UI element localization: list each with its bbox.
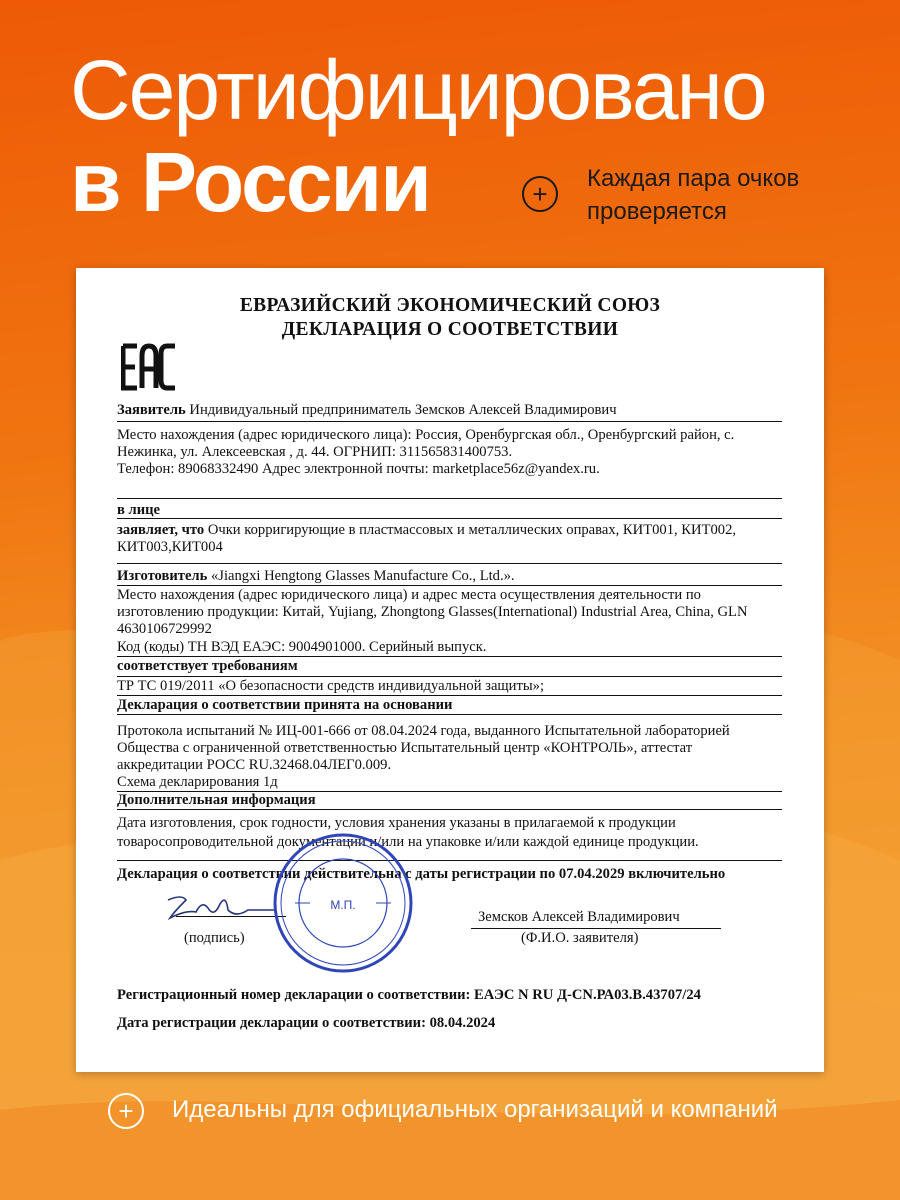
code-line: Код (коды) ТН ВЭД ЕАЭС: 9004901000. Серийный выпуск.	[117, 639, 487, 655]
manufacturer-address-line-3: 4630106729992	[117, 621, 212, 637]
svg-text:М.П.: М.П.	[330, 898, 356, 912]
declares-value: Очки корригирующие в пластмассовых и металлических оправах, КИТ001, КИТ002,	[204, 522, 737, 538]
headline-line-1: Сертифицировано	[70, 43, 766, 137]
manufacturer-label: Изготовитель	[117, 568, 208, 584]
registration-date: Дата регистрации декларации о соответствии: 08.04.2024	[117, 1015, 496, 1031]
organizations-note: Идеальны для официальных организаций и компаний	[172, 1096, 778, 1123]
declares-label: заявляет, что	[117, 522, 205, 538]
address-line-1: Место нахождения (адрес юридического лица): Россия, Оренбургская обл., Оренбургский район, с.	[117, 427, 735, 443]
headline-line-2: в России	[70, 135, 430, 229]
signature-icon	[156, 890, 276, 930]
validity-line: Декларация о соответствии действительна с даты регистрации по 07.04.2029 включительно	[117, 866, 726, 882]
inspection-note: Каждая пара очков проверяется	[587, 165, 800, 225]
protocol-line-3: аккредитации РОСС RU.32468.04ЛЕГ0.009.	[117, 757, 392, 773]
address-line-2: Нежинка, ул. Алексеевская , д. 44. ОГРНИП: 311565831400753.	[117, 444, 513, 460]
registration-number: Регистрационный номер декларации о соответствии: ЕАЭС N RU Д-CN.РА03.В.43707/24	[117, 987, 701, 1003]
applicant-label: Заявитель	[117, 402, 186, 418]
basis-label: Декларация о соответствии принята на основании	[117, 697, 453, 713]
manufacturer-value: «Jiangxi Hengtong Glasses Manufacture Co., Ltd.».	[207, 568, 515, 584]
signer-name: Земсков Алексей Владимирович	[478, 909, 680, 925]
scheme-line: Схема декларирования 1д	[117, 774, 278, 790]
additional-info-label: Дополнительная информация	[117, 792, 316, 808]
protocol-line-2: Общества с ограниченной ответственностью Испытательный центр «КОНТРОЛЬ», аттестат	[117, 740, 693, 756]
additional-line-2: товаросопроводительной документации и/или на упаковке и/или каждой единице продукции.	[117, 834, 699, 850]
applicant-value: Индивидуальный предприниматель Земсков Алексей Владимирович	[185, 402, 617, 418]
plus-icon: +	[522, 176, 558, 212]
plus-icon: +	[108, 1093, 144, 1129]
declaration-document	[76, 268, 824, 1072]
additional-line-1: Дата изготовления, срок годности, условия хранения указаны в прилагаемой к продукции	[117, 815, 676, 831]
manufacturer-address-line-2: изготовлению продукции: Китай, Yujiang, Zhongtong Glasses(International) Industrial Area, China, GLN	[117, 604, 748, 620]
phone-line: Телефон: 89068332490 Адрес электронной почты: marketplace56z@yandex.ru.	[117, 461, 600, 477]
declares-line-2: КИТ003,КИТ004	[117, 539, 223, 555]
name-caption: (Ф.И.О. заявителя)	[521, 930, 639, 946]
person-label: в лице	[117, 502, 161, 518]
eac-mark-icon	[121, 342, 177, 392]
document-heading-declaration: ДЕКЛАРАЦИЯ О СООТВЕТСТВИИ	[281, 319, 619, 340]
official-stamp-icon	[272, 832, 414, 974]
document-heading-union: ЕВРАЗИЙСКИЙ ЭКОНОМИЧЕСКИЙ СОЮЗ	[239, 295, 661, 316]
complies-label: соответствует требованиям	[117, 658, 298, 674]
protocol-line-1: Протокола испытаний № ИЦ-001-666 от 08.04.2024 года, выданного Испытательной лабораторией	[117, 723, 730, 739]
manufacturer-address-line-1: Место нахождения (адрес юридического лица) и адрес места осуществления деятельности по	[117, 587, 701, 603]
signature-caption: (подпись)	[184, 930, 245, 946]
regulation-line: ТР ТС 019/2011 «О безопасности средств индивидуальной защиты»;	[117, 678, 545, 694]
